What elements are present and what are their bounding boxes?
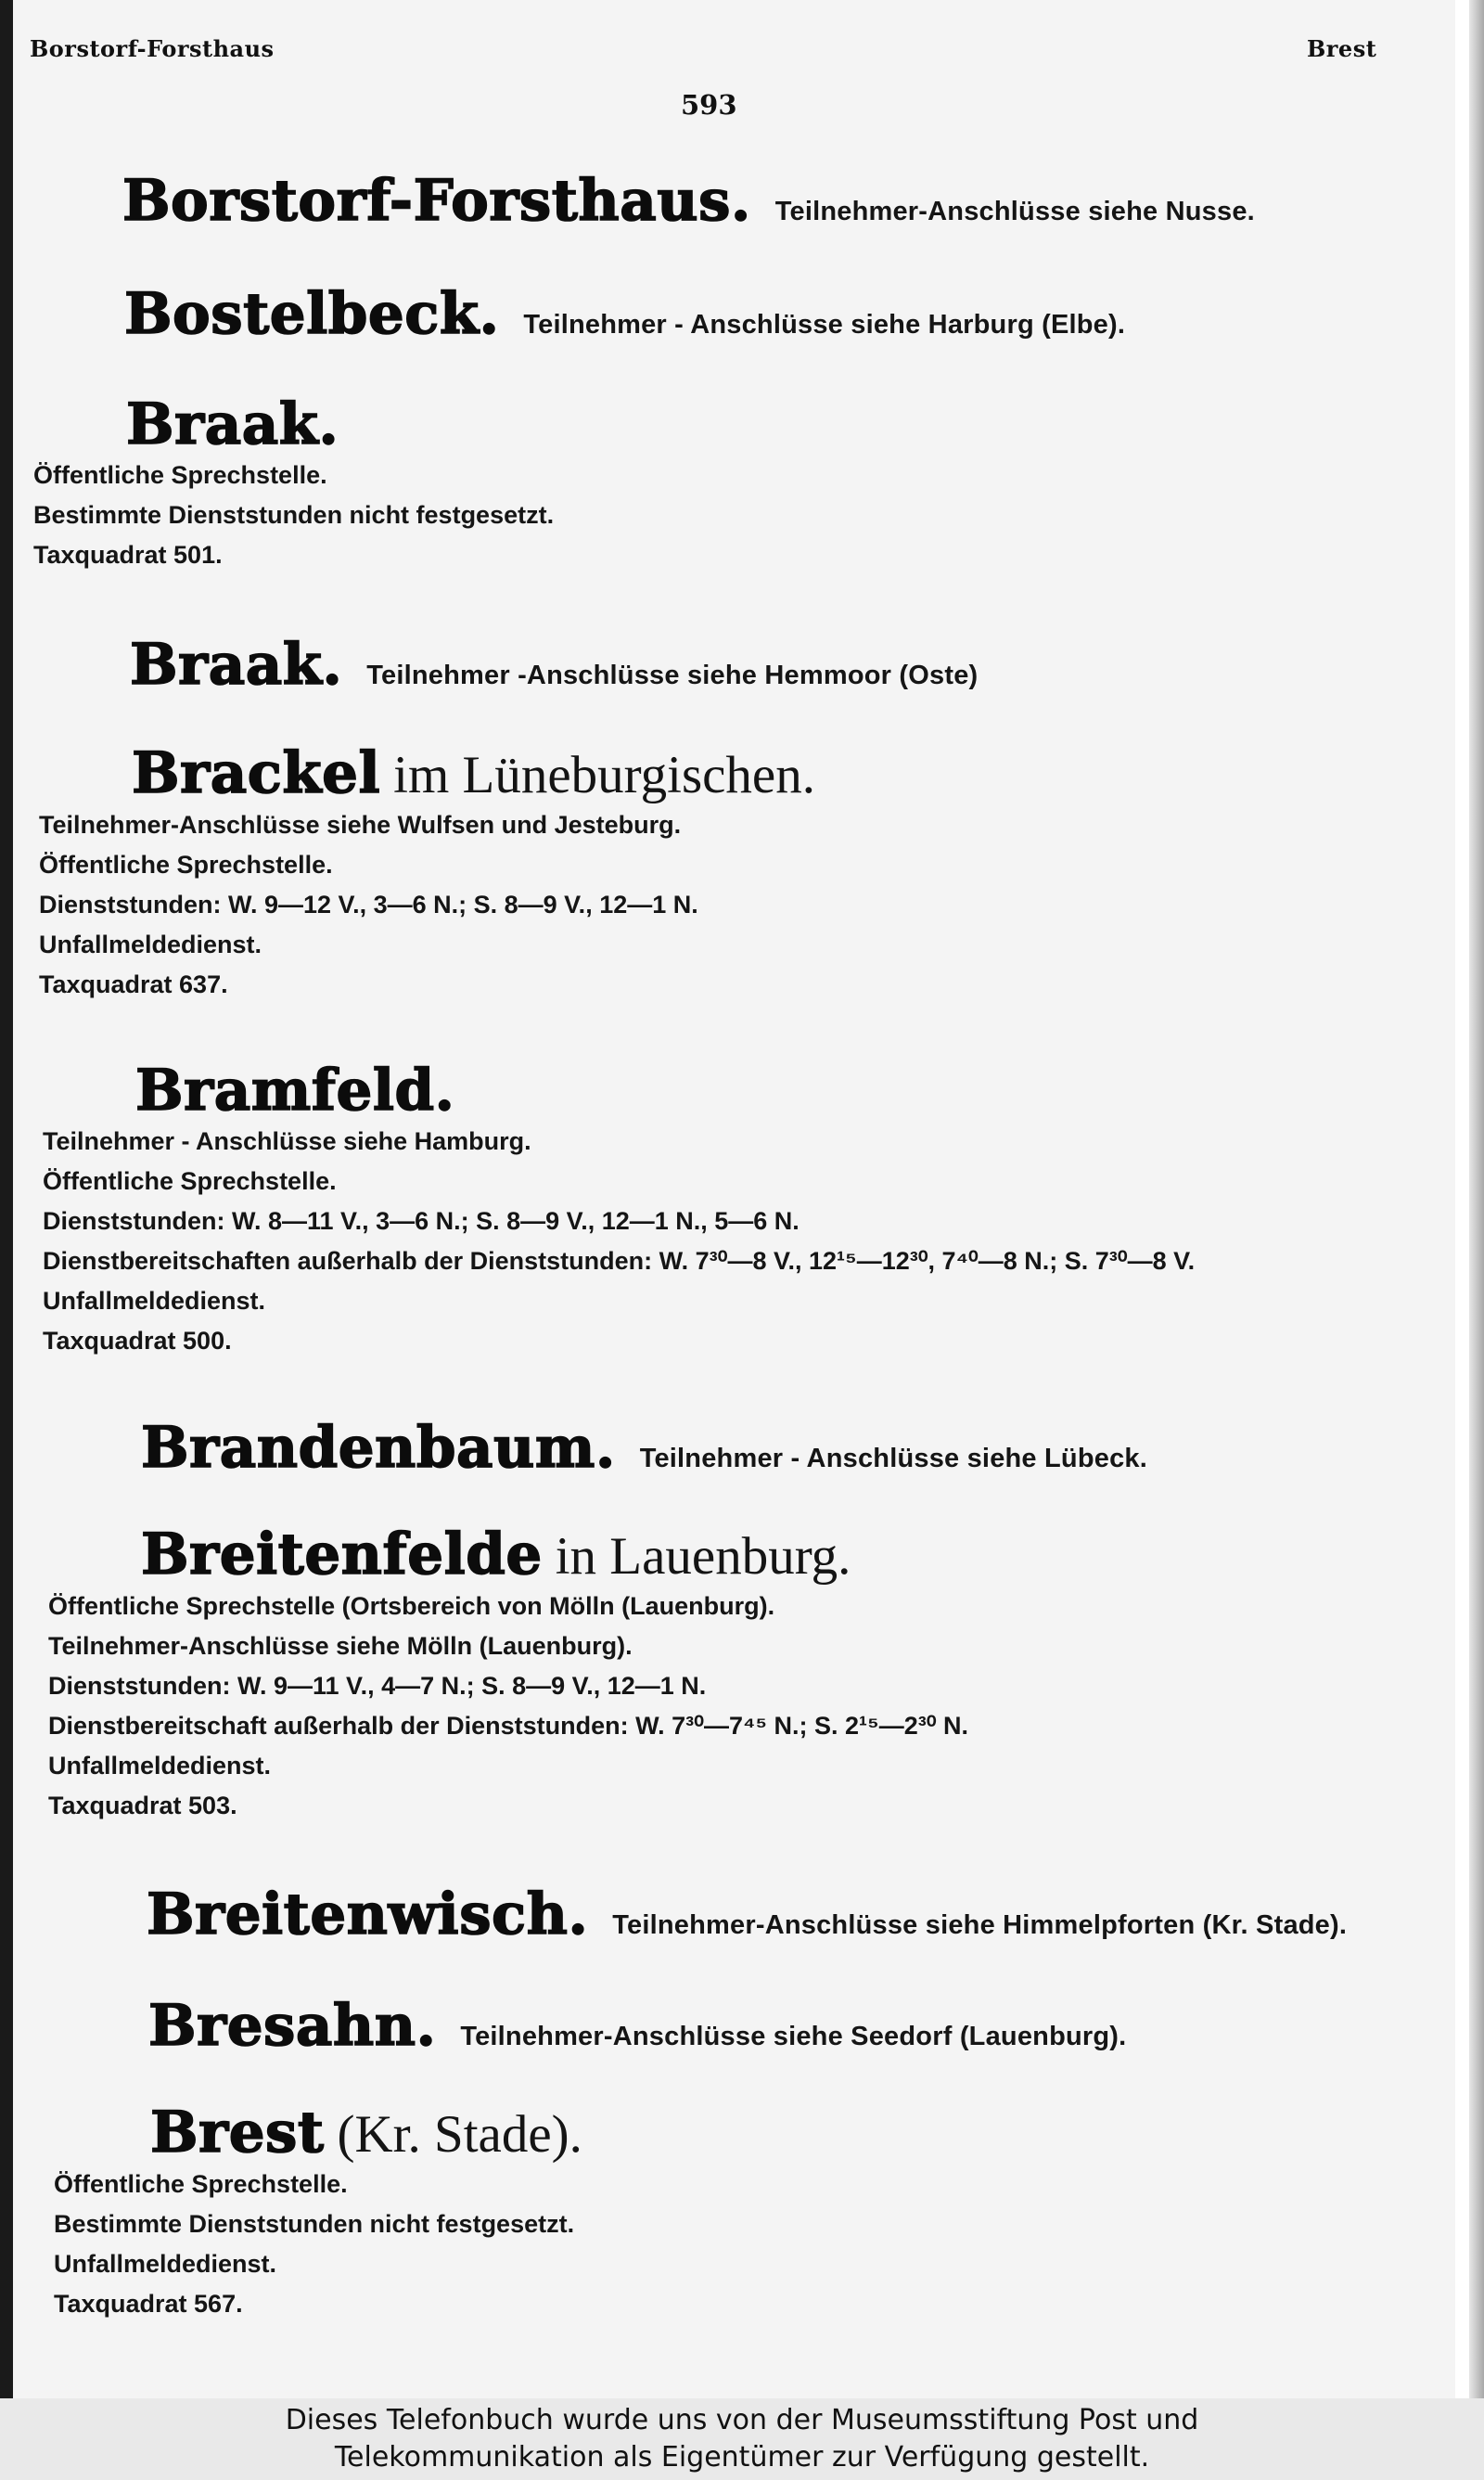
place-qualifier: im Lüneburgischen. [393, 746, 815, 804]
entry-braak [33, 393, 554, 575]
entry-line: Taxquadrat 567. [54, 2289, 243, 2318]
entry-line: Dienststunden: W. 8—11 V., 3—6 N.; S. 8—9 V., 12—1 N., 5—6 N. [43, 1207, 800, 1236]
place-name: Borstorf-Forsthaus. [122, 168, 751, 234]
entry-heading [124, 283, 1125, 345]
scan-edge-right [1469, 0, 1484, 2398]
entry-borstorf-forsthaus [122, 170, 1255, 232]
running-head-left: Borstorf-Forsthaus [30, 35, 275, 62]
place-name: Breitenwisch. [147, 1882, 589, 1947]
entry-line: Taxquadrat 503. [48, 1791, 237, 1819]
directory-page [13, 0, 1455, 2398]
entry-line: Dienststunden: W. 9—11 V., 4—7 N.; S. 8—9 V., 12—1 N. [48, 1671, 707, 1700]
entry-line: Öffentliche Sprechstelle. [54, 2169, 348, 2198]
entry-line: Unfallmeldedienst. [48, 1751, 272, 1780]
entry-breitenfelde [48, 1523, 968, 1826]
place-name: Bresahn. [148, 1993, 437, 2059]
scan-edge-left [0, 0, 13, 2398]
cross-reference: Teilnehmer - Anschlüsse siehe Harburg (Elbe). [523, 310, 1126, 340]
entry-bresahn [148, 1995, 1126, 2057]
entry-heading [135, 1060, 1195, 1122]
place-name: Braak. [126, 392, 339, 457]
entry-line: Unfallmeldedienst. [39, 930, 262, 958]
cross-reference: Teilnehmer - Anschlüsse siehe Lübeck. [639, 1444, 1148, 1473]
entry-line: Öffentliche Sprechstelle. [43, 1167, 337, 1196]
place-name: Bramfeld. [135, 1058, 455, 1124]
footer-line-1: Dieses Telefonbuch wurde uns von der Museumsstiftung Post und [285, 2404, 1199, 2436]
entry-heading [141, 1523, 968, 1587]
place-name: Brackel [132, 740, 381, 806]
place-name: Breitenfelde [141, 1522, 543, 1587]
running-head-right: Brest [1307, 35, 1377, 62]
entry-braak-hemmoor [130, 634, 978, 696]
entry-heading [130, 634, 978, 696]
entry-heading [147, 1883, 1347, 1946]
entry-bramfeld [43, 1060, 1195, 1361]
entry-brackel [39, 742, 815, 1005]
entry-line: Bestimmte Dienststunden nicht festgesetzt. [54, 2209, 575, 2238]
place-name: Brandenbaum. [141, 1415, 616, 1481]
entry-line: Unfallmeldedienst. [43, 1287, 266, 1316]
entry-line: Öffentliche Sprechstelle. [33, 461, 327, 490]
entry-line: Teilnehmer-Anschlüsse siehe Wulfsen und Jesteburg. [39, 810, 682, 839]
place-name: Brest [150, 2100, 325, 2165]
cross-reference: Teilnehmer -Anschlüsse siehe Hemmoor (Oste) [366, 661, 979, 690]
entry-line: Taxquadrat 637. [39, 970, 228, 998]
entry-line: Bestimmte Dienststunden nicht festgesetzt. [33, 501, 555, 530]
entry-line: Öffentliche Sprechstelle (Ortsbereich von Mölln (Lauenburg). [48, 1591, 775, 1620]
page-number: 593 [681, 89, 737, 121]
cross-reference: Teilnehmer-Anschlüsse siehe Seedorf (Lauenburg). [460, 2022, 1127, 2051]
entry-line: Dienstbereitschaften außerhalb der Dienststunden: W. 7³⁰—8 V., 12¹⁵—12³⁰, 7⁴⁰—8 N.; S. 7³⁰—8 V. [43, 1247, 1196, 1276]
place-name: Braak. [130, 632, 343, 698]
entry-line: Taxquadrat 501. [33, 541, 223, 570]
entry-line: Öffentliche Sprechstelle. [39, 850, 333, 879]
place-qualifier: (Kr. Stade). [337, 2105, 582, 2164]
entry-breitenwisch [147, 1883, 1347, 1946]
entry-heading [150, 2101, 582, 2165]
entry-heading [141, 1417, 1147, 1479]
entry-heading [148, 1995, 1126, 2057]
entry-line: Dienstbereitschaft außerhalb der Dienststunden: W. 7³⁰—7⁴⁵ N.; S. 2¹⁵—2³⁰ N. [48, 1711, 969, 1740]
entry-brandenbaum [141, 1417, 1147, 1479]
provenance-footer [0, 2398, 1484, 2480]
entry-line: Teilnehmer-Anschlüsse siehe Mölln (Lauenburg). [48, 1631, 633, 1660]
entry-bostelbeck [124, 283, 1125, 345]
footer-line-2: Telekommunikation als Eigentümer zur Verfügung gestellt. [334, 2441, 1150, 2474]
entry-line: Taxquadrat 500. [43, 1327, 232, 1356]
entry-line: Dienststunden: W. 9—12 V., 3—6 N.; S. 8—9 V., 12—1 N. [39, 890, 698, 919]
place-qualifier: in Lauenburg. [555, 1527, 851, 1586]
entry-heading [132, 742, 815, 805]
entry-heading [122, 170, 1255, 232]
place-name: Bostelbeck. [124, 281, 500, 347]
entry-line: Teilnehmer - Anschlüsse siehe Hamburg. [43, 1127, 531, 1156]
cross-reference: Teilnehmer-Anschlüsse siehe Himmelpforten (Kr. Stade). [612, 1910, 1348, 1940]
entry-brest [54, 2101, 582, 2324]
entry-heading [126, 393, 554, 456]
cross-reference: Teilnehmer-Anschlüsse siehe Nusse. [774, 197, 1255, 226]
entry-line: Unfallmeldedienst. [54, 2249, 277, 2278]
